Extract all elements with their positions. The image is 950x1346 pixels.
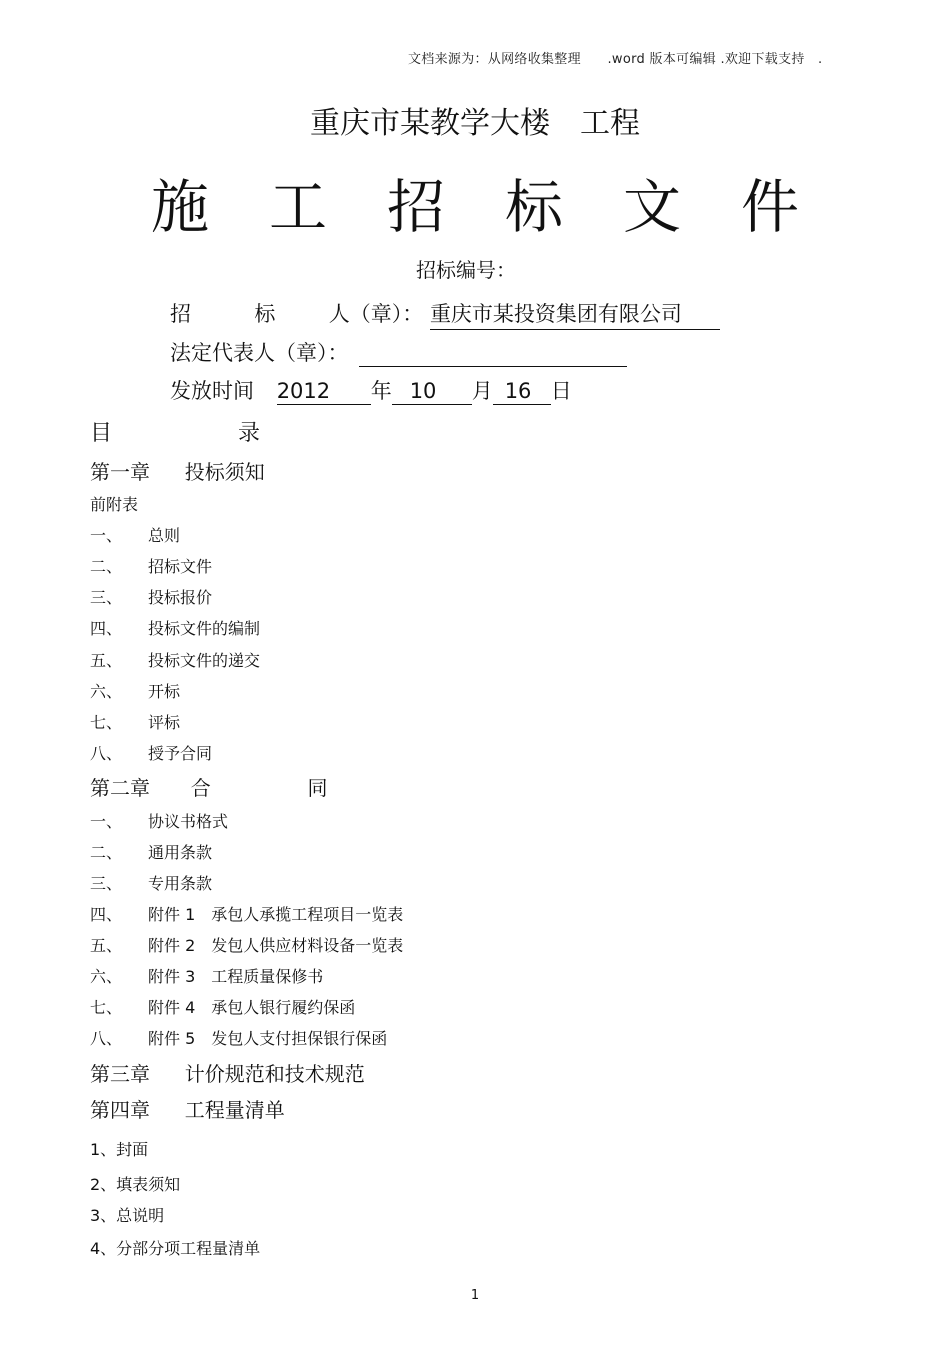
toc-item: 五、 投标文件的递交 — [90, 651, 261, 670]
issue-day: 16 — [493, 379, 551, 405]
document-title — [0, 160, 950, 244]
legal-rep-row — [170, 337, 627, 367]
day-unit: 日 — [550, 379, 572, 403]
toc-item: 一、 总则 — [90, 526, 181, 545]
title-char: 件 — [741, 173, 800, 241]
toc-title-b: 录 — [238, 421, 261, 446]
toc-title-a: 目 — [90, 421, 113, 446]
header-note: 文档来源为：从网络收集整理 .word 版本可编辑 .欢迎下载支持 . — [408, 52, 823, 67]
toc-item: 二、 通用条款 — [90, 843, 213, 862]
toc-item: 六、 开标 — [90, 682, 181, 701]
title-char: 施 — [150, 173, 209, 241]
legal-rep-label: 法定代表人（章）： — [170, 341, 349, 365]
chapter-title: 计价规范和技术规范 — [184, 1062, 365, 1086]
toc-item: 七、 评标 — [90, 713, 181, 732]
project-title: 重庆市某教学大楼 工程 — [310, 106, 640, 141]
chapter-title: 工程量清单 — [184, 1098, 285, 1122]
toc-item: 3、总说明 — [90, 1206, 165, 1225]
toc-item: 四、 投标文件的编制 — [90, 619, 261, 638]
toc-item: 一、 协议书格式 — [90, 812, 229, 831]
chapter-4 — [90, 1094, 285, 1123]
bid-number-label: 招标编号： — [416, 258, 516, 282]
chapter-title: 投标须知 — [184, 460, 265, 484]
toc-item: 五、 附件 2 发包人供应材料设备一览表 — [90, 936, 404, 955]
toc-item: 八、 授予合同 — [90, 744, 213, 763]
chapter-label: 第三章 — [90, 1062, 150, 1086]
tenderer-label-b: 标 — [254, 302, 276, 326]
toc-item: 八、 附件 5 发包人支付担保银行保函 — [90, 1029, 388, 1048]
legal-rep-blank — [359, 344, 627, 367]
title-char: 标 — [505, 173, 564, 241]
chapter-title-b: 同 — [307, 776, 328, 800]
month-unit: 月 — [471, 379, 493, 403]
toc-item: 六、 附件 3 工程质量保修书 — [90, 967, 324, 986]
toc-pre-table: 前附表 — [90, 495, 139, 514]
chapter-label: 第二章 — [90, 776, 150, 800]
toc-item: 二、 招标文件 — [90, 557, 213, 576]
toc-item: 七、 附件 4 承包人银行履约保函 — [90, 998, 356, 1017]
tenderer-label-a: 招 — [170, 302, 191, 326]
issue-year: 2012 — [277, 379, 371, 405]
page-number: 1 — [470, 1288, 480, 1303]
toc-item: 1、封面 — [90, 1140, 149, 1159]
toc-item: 三、 专用条款 — [90, 874, 213, 893]
chapter-title-a: 合 — [190, 776, 211, 800]
toc-title — [90, 416, 260, 447]
tenderer-row — [170, 298, 720, 330]
chapter-1 — [90, 456, 265, 485]
issue-date-label: 发放时间 — [170, 379, 254, 403]
toc-item: 三、 投标报价 — [90, 588, 213, 607]
tenderer-label-c: 人（章）： — [328, 302, 424, 326]
chapter-label: 第四章 — [90, 1098, 150, 1122]
title-char: 文 — [623, 173, 682, 241]
issue-date-row — [170, 375, 572, 405]
title-char: 工 — [268, 173, 327, 241]
chapter-2 — [90, 772, 327, 801]
title-char: 招 — [386, 173, 445, 241]
toc-item: 4、分部分项工程量清单 — [90, 1239, 261, 1258]
toc-item: 四、 附件 1 承包人承揽工程项目一览表 — [90, 905, 404, 924]
chapter-label: 第一章 — [90, 460, 150, 484]
chapter-3 — [90, 1058, 365, 1087]
issue-month: 10 — [392, 379, 472, 405]
tenderer-value: 重庆市某投资集团有限公司 — [430, 298, 720, 330]
year-unit: 年 — [370, 379, 392, 403]
toc-item: 2、填表须知 — [90, 1175, 181, 1194]
